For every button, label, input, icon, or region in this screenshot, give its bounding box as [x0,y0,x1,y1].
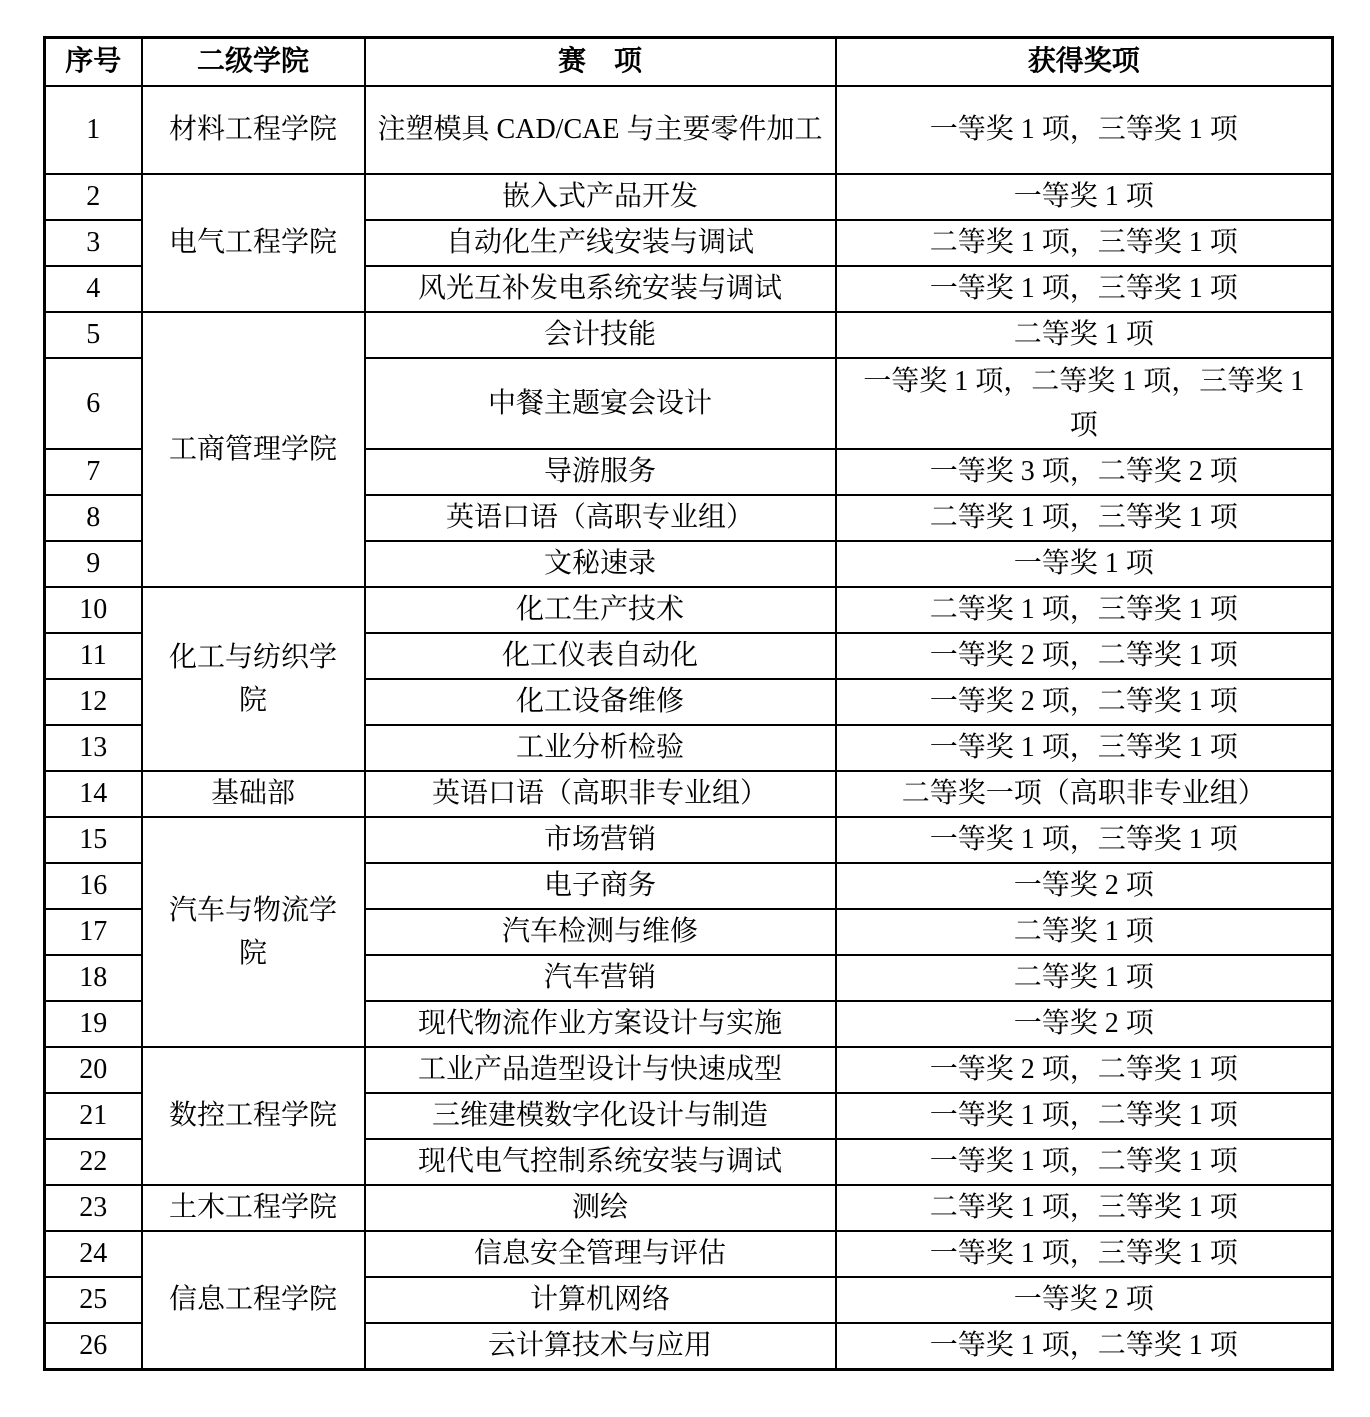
college-cell: 化工与纺织学院 [142,587,365,771]
award-cell: 二等奖 1 项，三等奖 1 项 [836,1185,1333,1231]
college-cell: 材料工程学院 [142,86,365,174]
row-no-cell: 13 [45,725,142,771]
table-row [45,1231,1333,1277]
row-no-cell: 12 [45,679,142,725]
college-cell: 数控工程学院 [142,1047,365,1185]
table-row [45,1185,1333,1231]
award-cell: 一等奖 1 项，二等奖 1 项 [836,1093,1333,1139]
event-cell: 中餐主题宴会设计 [365,358,836,449]
row-no-cell: 22 [45,1139,142,1185]
row-no-cell: 21 [45,1093,142,1139]
event-cell: 汽车营销 [365,955,836,1001]
header-no: 序号 [45,38,142,87]
event-cell: 电子商务 [365,863,836,909]
award-cell: 一等奖 2 项 [836,1001,1333,1047]
event-cell: 英语口语（高职专业组） [365,495,836,541]
college-cell: 基础部 [142,771,365,817]
row-no-cell: 9 [45,541,142,587]
event-cell: 英语口语（高职非专业组） [365,771,836,817]
college-cell: 工商管理学院 [142,312,365,587]
row-no-cell: 10 [45,587,142,633]
event-cell: 工业分析检验 [365,725,836,771]
college-cell: 土木工程学院 [142,1185,365,1231]
event-cell: 三维建模数字化设计与制造 [365,1093,836,1139]
row-no-cell: 5 [45,312,142,358]
event-cell: 云计算技术与应用 [365,1323,836,1369]
award-cell: 二等奖 1 项，三等奖 1 项 [836,587,1333,633]
event-cell: 计算机网络 [365,1277,836,1323]
award-cell: 一等奖 3 项，二等奖 2 项 [836,449,1333,495]
event-cell: 汽车检测与维修 [365,909,836,955]
table-row [45,817,1333,863]
table-row [45,587,1333,633]
row-no-cell: 20 [45,1047,142,1093]
college-cell: 信息工程学院 [142,1231,365,1369]
award-cell: 一等奖 2 项 [836,1277,1333,1323]
college-cell: 汽车与物流学院 [142,817,365,1047]
row-no-cell: 25 [45,1277,142,1323]
event-cell: 注塑模具 CAD/CAE 与主要零件加工 [365,86,836,174]
row-no-cell: 1 [45,86,142,174]
award-cell: 一等奖 1 项 [836,541,1333,587]
event-cell: 现代电气控制系统安装与调试 [365,1139,836,1185]
event-cell: 市场营销 [365,817,836,863]
event-cell: 测绘 [365,1185,836,1231]
row-no-cell: 3 [45,220,142,266]
table-row [45,174,1333,220]
award-cell: 一等奖 2 项，二等奖 1 项 [836,633,1333,679]
award-cell: 一等奖 1 项，三等奖 1 项 [836,1231,1333,1277]
header-event: 赛 项 [365,38,836,87]
row-no-cell: 14 [45,771,142,817]
award-cell: 二等奖一项（高职非专业组） [836,771,1333,817]
table-row [45,86,1333,174]
row-no-cell: 8 [45,495,142,541]
event-cell: 风光互补发电系统安装与调试 [365,266,836,312]
event-cell: 导游服务 [365,449,836,495]
row-no-cell: 17 [45,909,142,955]
event-cell: 化工仪表自动化 [365,633,836,679]
event-cell: 会计技能 [365,312,836,358]
award-cell: 一等奖 2 项，二等奖 1 项 [836,679,1333,725]
award-cell: 一等奖 1 项，二等奖 1 项 [836,1139,1333,1185]
row-no-cell: 23 [45,1185,142,1231]
row-no-cell: 2 [45,174,142,220]
award-cell: 二等奖 1 项 [836,312,1333,358]
event-cell: 化工生产技术 [365,587,836,633]
event-cell: 现代物流作业方案设计与实施 [365,1001,836,1047]
row-no-cell: 7 [45,449,142,495]
award-cell: 一等奖 1 项，三等奖 1 项 [836,725,1333,771]
award-cell: 一等奖 1 项，二等奖 1 项 [836,1323,1333,1369]
award-cell: 一等奖 2 项，二等奖 1 项 [836,1047,1333,1093]
awards-table [43,36,1334,1371]
event-cell: 工业产品造型设计与快速成型 [365,1047,836,1093]
award-cell: 一等奖 1 项 [836,174,1333,220]
row-no-cell: 18 [45,955,142,1001]
event-cell: 化工设备维修 [365,679,836,725]
event-cell: 信息安全管理与评估 [365,1231,836,1277]
row-no-cell: 16 [45,863,142,909]
award-cell: 二等奖 1 项 [836,955,1333,1001]
row-no-cell: 6 [45,358,142,449]
row-no-cell: 19 [45,1001,142,1047]
award-cell: 一等奖 2 项 [836,863,1333,909]
award-cell: 二等奖 1 项，三等奖 1 项 [836,495,1333,541]
event-cell: 嵌入式产品开发 [365,174,836,220]
row-no-cell: 24 [45,1231,142,1277]
row-no-cell: 15 [45,817,142,863]
header-row [45,38,1333,87]
row-no-cell: 11 [45,633,142,679]
event-cell: 自动化生产线安装与调试 [365,220,836,266]
row-no-cell: 26 [45,1323,142,1369]
college-cell: 电气工程学院 [142,174,365,312]
table-row [45,771,1333,817]
header-college: 二级学院 [142,38,365,87]
event-cell: 文秘速录 [365,541,836,587]
award-cell: 二等奖 1 项 [836,909,1333,955]
award-cell: 一等奖 1 项，三等奖 1 项 [836,86,1333,174]
award-cell: 一等奖 1 项，二等奖 1 项，三等奖 1 项 [836,358,1333,449]
table-row [45,312,1333,358]
row-no-cell: 4 [45,266,142,312]
award-cell: 二等奖 1 项，三等奖 1 项 [836,220,1333,266]
award-cell: 一等奖 1 项，三等奖 1 项 [836,266,1333,312]
award-cell: 一等奖 1 项，三等奖 1 项 [836,817,1333,863]
table-row [45,1047,1333,1093]
header-award: 获得奖项 [836,38,1333,87]
